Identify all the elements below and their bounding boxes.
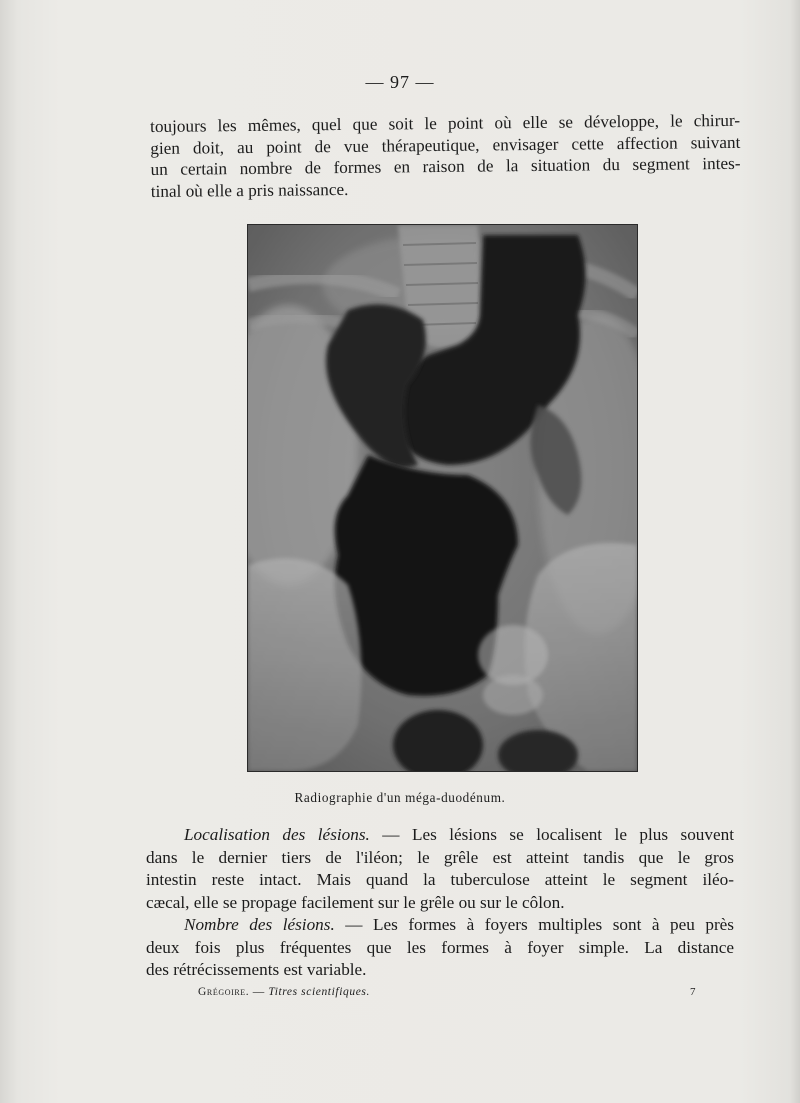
text-line: des rétrécissements est variable. xyxy=(146,960,367,979)
footer-author: Grégoire. xyxy=(198,986,250,998)
text-line: toujours les mêmes, quel que soit le point où elle se développe, le chirur- xyxy=(150,110,741,136)
top-paragraph xyxy=(150,110,741,202)
text-line: tinal où elle a pris naissance. xyxy=(150,179,349,201)
radiograph-figure xyxy=(247,224,638,772)
text-fragment: — Les lésions se localisent le plus souvent xyxy=(369,825,734,844)
text-line: gien doit, au point de vue thérapeutique, envisager cette affection suivant xyxy=(150,132,741,158)
footer-separator: — xyxy=(252,986,265,998)
page-footer xyxy=(198,986,370,998)
section-heading-nombre: Nombre des lésions. xyxy=(184,915,335,934)
text-fragment: — Les formes à foyers multiples sont à peu près xyxy=(334,915,734,934)
section-heading-localisation: Localisation des lésions. xyxy=(184,825,370,844)
sheet-number: 7 xyxy=(690,986,696,998)
text-line xyxy=(146,914,734,936)
page-number: — 97 — xyxy=(365,72,435,92)
figure-caption: Radiographie d'un méga-duodénum. xyxy=(294,790,506,805)
footer-title: Titres scientifiques. xyxy=(268,986,370,998)
text-line: dans le dernier tiers de l'iléon; le grêle est atteint tandis que le gros xyxy=(146,847,734,867)
bottom-paragraphs xyxy=(146,824,734,982)
text-line: intestin reste intact. Mais quand la tuberculose atteint le segment iléo- xyxy=(146,870,734,889)
text-line: un certain nombre de formes en raison de la situation du segment intes- xyxy=(150,153,741,179)
text-line: deux fois plus fréquentes que les formes à foyer simple. La distance xyxy=(146,937,734,957)
x-ray-radiograph xyxy=(248,225,637,771)
text-line: cæcal, elle se propage facilement sur le grêle ou sur le côlon. xyxy=(146,892,565,912)
text-line xyxy=(146,824,734,846)
